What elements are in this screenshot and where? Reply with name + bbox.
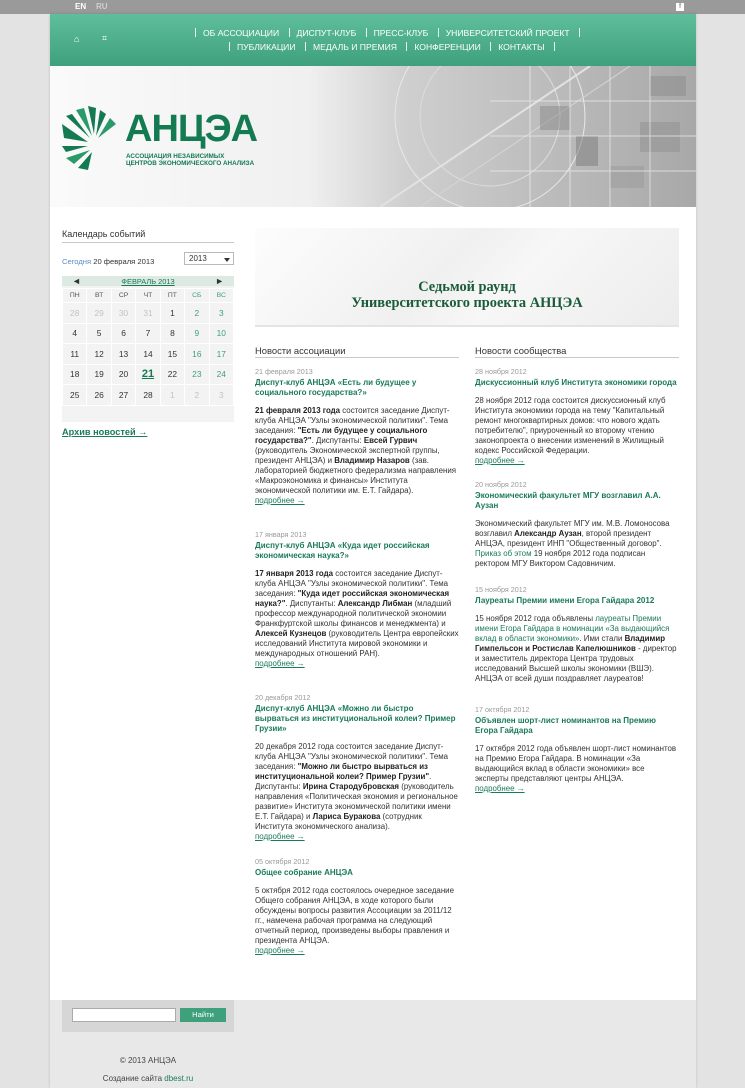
news-body: 5 октября 2012 года состоялось очередное заседание Общего собрания АНЦЭА, в ходе которого были обсуждены вопросы развития Ассоциации за 2011/12 гг., намечена рабочая программа на следующий отчетный период, произведены выборы правления и президента АНЦЭА. <box>255 886 454 945</box>
calendar-day: 22 <box>160 364 184 385</box>
calendar-day: 24 <box>209 364 233 385</box>
news-body: Экономический факультет МГУ им. М.В. Ломоносова возглавил Александр Аузан, второй президент АНЦЭА, президент ИНП "Общественный договор". Приказ об этом 19 ноября 2012 года подписан ректором МГУ Виктором Садовничим. <box>475 519 670 568</box>
top-bar <box>0 0 745 14</box>
calendar-week <box>63 364 234 385</box>
news-body: 28 ноября 2012 года состоится дискуссионный клуб Института экономики города на тему "Капитальный ремонт многоквартирных домов: что нового ждать потребителю", приуроченный ко второму чтению законопроекта о внесении изменений в Жилищный кодекс Российской Федерации. <box>475 396 666 455</box>
main-nav <box>50 14 696 66</box>
search-input[interactable] <box>72 1008 176 1022</box>
year-value: 2013 <box>189 254 207 263</box>
nav-dispute-club[interactable]: ДИСПУТ-КЛУБ <box>296 28 357 38</box>
news-title-link[interactable]: Лауреаты Премии имени Егора Гайдара 2012 <box>475 596 655 605</box>
next-month-button[interactable]: ► <box>215 276 224 286</box>
year-select[interactable] <box>184 252 234 265</box>
news-body: 17 января 2013 года состоится заседание Диспут-клуба АНЦЭА "Узлы экономической политики". Тема заседания: "Куда идет российская экономическая наука?". Диспутанты: Александр Либман (младший профессор международной политической экономии Франкфуртской школы финансов и менеджмента) и Алексей Кузнецов (руководитель Центра европейских исследований Института мировой экономики и международных отношений РАН). <box>255 569 459 658</box>
calendar-day: 18 <box>63 364 87 385</box>
calendar-month-link[interactable]: ФЕВРАЛЬ 2013 <box>121 277 175 286</box>
news-title-link[interactable]: Диспут-клуб АНЦЭА «Куда идет российская экономическая наука?» <box>255 541 430 560</box>
calendar-day: 13 <box>111 344 135 365</box>
calendar-day: 2 <box>185 385 209 406</box>
nav-row-1 <box>50 28 696 38</box>
news-item <box>475 367 679 466</box>
nav-medal-prize[interactable]: МЕДАЛЬ И ПРЕМИЯ <box>312 42 397 52</box>
news-item <box>475 585 679 684</box>
news-item <box>255 857 459 956</box>
calendar-day: 1 <box>160 303 184 324</box>
read-more-link[interactable]: подробнее → <box>255 946 305 955</box>
news-body: 17 октября 2012 года объявлен шорт-лист номинантов на Премию Егора Гайдара. В номинации «За выдающийся вклад в области экономики» все эксперты представляют центры АНЦЭА. <box>475 744 677 783</box>
nav-about[interactable]: ОБ АССОЦИАЦИИ <box>203 28 280 38</box>
calendar-grid <box>62 288 234 406</box>
calendar-day: 19 <box>87 364 111 385</box>
weekday-label: ПТ <box>160 289 184 303</box>
nav-publications[interactable]: ПУБЛИКАЦИИ <box>237 42 296 52</box>
calendar-day: 29 <box>87 303 111 324</box>
assoc-news-title: Новости ассоциации <box>255 345 346 356</box>
home-icon[interactable]: ⌂ <box>74 34 80 44</box>
footer <box>50 1000 696 1088</box>
calendar-day: 6 <box>111 323 135 344</box>
weekday-label: СБ <box>185 289 209 303</box>
news-item <box>255 530 459 669</box>
news-item <box>475 480 679 569</box>
calendar-day: 25 <box>63 385 87 406</box>
logo-subtitle: АССОЦИАЦИЯ НЕЗАВИСИМЫХ ЦЕНТРОВ ЭКОНОМИЧЕСКОГО АНАЛИЗА <box>126 153 255 167</box>
weekday-label: ЧТ <box>136 289 160 303</box>
weekday-label: ВТ <box>87 289 111 303</box>
news-body: 20 декабря 2012 года состоится заседание Диспут-клуба АНЦЭА "Узлы экономической политики". Тема заседания: "Можно ли быстро вырваться из институциональной колеи? Пример Грузии". Диспутанты: Ирина Стародубровская (руководитель направления «Политическая экономия и региональное развитие» Института экономической политики имени Е.Т. Гайдара) и Лариса Буракова (сотрудник Института экономического анализа). <box>255 742 458 831</box>
nav-row-2 <box>50 42 696 52</box>
calendar-week <box>63 323 234 344</box>
chevron-down-icon <box>224 258 230 262</box>
search-form <box>62 1000 234 1032</box>
news-item <box>255 367 459 506</box>
news-date: 15 ноября 2012 <box>475 585 527 594</box>
calendar-day: 5 <box>87 323 111 344</box>
calendar-title: Календарь событий <box>62 229 146 239</box>
calendar-day: 17 <box>209 344 233 365</box>
news-date: 20 декабря 2012 <box>255 693 311 702</box>
calendar-day: 8 <box>160 323 184 344</box>
sitemap-icon[interactable]: ⌗ <box>102 33 108 43</box>
calendar-day: 28 <box>63 303 87 324</box>
calendar-day: 30 <box>111 303 135 324</box>
nav-contacts[interactable]: КОНТАКТЫ <box>498 42 545 52</box>
calendar-day: 2 <box>185 303 209 324</box>
copyright: © 2013 АНЦЭА <box>119 1056 177 1065</box>
prev-month-button[interactable]: ◄ <box>72 276 81 286</box>
calendar-day: 15 <box>160 344 184 365</box>
lang-en-link[interactable]: EN <box>75 2 87 11</box>
read-more-link[interactable]: подробнее → <box>255 496 305 505</box>
news-title-link[interactable]: Диспут-клуб АНЦЭА «Есть ли будущее у социального государства?» <box>255 378 417 397</box>
news-title-link[interactable]: Дискуссионный клуб Института экономики города <box>475 378 677 387</box>
calendar-week <box>63 344 234 365</box>
calendar-day: 10 <box>209 323 233 344</box>
calendar-day-event[interactable]: 21 <box>136 364 160 385</box>
read-more-link[interactable]: подробнее → <box>255 659 305 668</box>
news-body: 21 февраля 2013 года состоится заседание Диспут-клуба АНЦЭА "Узлы экономической политики". Тема заседания: "Есть ли будущее у социального государства?". Диспутанты: Евсей Гурвич (руководитель Экономической экспертной группы, президент АНЦЭА) и Владимир Назаров (зав. лабораторией бюджетного федерализма направления «Макроэкономика и финансы» Института экономической политики им. Е.Т. Гайдара). <box>255 406 457 495</box>
calendar-day: 23 <box>185 364 209 385</box>
weekday-label: ПН <box>63 289 87 303</box>
nav-conferences[interactable]: КОНФЕРЕНЦИИ <box>414 42 481 52</box>
today-value: 20 февраля 2013 <box>93 257 155 266</box>
news-item <box>255 693 459 842</box>
calendar-day: 14 <box>136 344 160 365</box>
news-archive-link[interactable]: Архив новостей → <box>62 427 148 437</box>
read-more-link[interactable]: подробнее → <box>475 784 525 793</box>
calendar-day: 31 <box>136 303 160 324</box>
weekday-label: СР <box>111 289 135 303</box>
calendar-day: 12 <box>87 344 111 365</box>
today-date <box>62 257 154 266</box>
calendar-day: 26 <box>87 385 111 406</box>
news-date: 05 октября 2012 <box>255 857 310 866</box>
made-by <box>50 1074 246 1083</box>
news-date: 21 февраля 2013 <box>255 367 313 376</box>
calendar-day: 16 <box>185 344 209 365</box>
banner-line-2: Университетского проекта АНЦЭА <box>351 295 583 311</box>
divider <box>255 357 459 358</box>
read-more-link[interactable]: подробнее → <box>255 832 305 841</box>
logo-name[interactable]: АНЦЭА <box>125 108 258 150</box>
news-title-link[interactable]: Объявлен шорт-лист номинантов на Премию Егора Гайдара <box>475 716 656 735</box>
calendar-header <box>62 276 234 286</box>
logo-icon[interactable] <box>62 106 122 170</box>
weekday-row <box>63 289 234 303</box>
calendar-day: 7 <box>136 323 160 344</box>
calendar-day: 9 <box>185 323 209 344</box>
news-body: 15 ноября 2012 года объявлены лауреаты Премии имени Егора Гайдара в номинации «За выдающийся вклад в области экономики». Ими стали Владимир Гимпельсон и Ростислав Капелюшников - директор и заместитель директора Центра трудовых исследований Высшей школы экономики (ВШЭ). АНЦЭА от всей души поздравляет лауреатов! <box>475 614 677 683</box>
divider <box>62 242 234 243</box>
news-title-link[interactable]: Экономический факультет МГУ возглавил А.А. Аузан <box>475 491 661 510</box>
nav-university-project[interactable]: УНИВЕРСИТЕТСКИЙ ПРОЕКТ <box>445 28 570 38</box>
main-column <box>50 14 696 1088</box>
calendar-day: 28 <box>136 385 160 406</box>
community-news-title: Новости сообщества <box>475 345 567 356</box>
calendar-day: 11 <box>63 344 87 365</box>
calendar-day: 27 <box>111 385 135 406</box>
event-calendar <box>62 276 234 422</box>
made-label: Создание сайта <box>102 1074 163 1083</box>
divider <box>475 357 679 358</box>
developer-link[interactable]: dbest.ru <box>164 1074 194 1083</box>
news-item <box>475 705 679 794</box>
site-header <box>50 66 696 207</box>
calendar-day: 3 <box>209 303 233 324</box>
header-decoration-image <box>340 66 696 207</box>
calendar-day: 3 <box>209 385 233 406</box>
news-date: 28 ноября 2012 <box>475 367 527 376</box>
facebook-icon[interactable]: f <box>676 3 684 11</box>
order-link[interactable]: Приказ об этом <box>475 549 532 558</box>
news-date: 17 октября 2012 <box>475 705 530 714</box>
news-title-link[interactable]: Диспут-клуб АНЦЭА «Можно ли быстро вырваться из институциональной колеи? Пример Грузии» <box>255 704 456 733</box>
news-date: 17 января 2013 <box>255 530 307 539</box>
laureates-link[interactable]: лауреаты Премии имени Егора Гайдара в номинации «За выдающийся вклад в области экономики» <box>475 614 670 643</box>
nav-press-club[interactable]: ПРЕСС-КЛУБ <box>373 28 429 38</box>
today-label: Сегодня <box>62 257 92 266</box>
calendar-day: 20 <box>111 364 135 385</box>
calendar-day: 1 <box>160 385 184 406</box>
promo-banner[interactable] <box>255 228 679 327</box>
calendar-week <box>63 303 234 324</box>
banner-line-1: Седьмой раунд <box>418 279 516 295</box>
news-date: 20 ноября 2012 <box>475 480 527 489</box>
search-button[interactable]: Найти <box>180 1008 226 1022</box>
calendar-day: 4 <box>63 323 87 344</box>
news-title-link[interactable]: Общее собрание АНЦЭА <box>255 868 353 877</box>
read-more-link[interactable]: подробнее → <box>475 456 525 465</box>
lang-ru-link[interactable]: RU <box>96 2 108 11</box>
calendar-week <box>63 385 234 406</box>
weekday-label: ВС <box>209 289 233 303</box>
